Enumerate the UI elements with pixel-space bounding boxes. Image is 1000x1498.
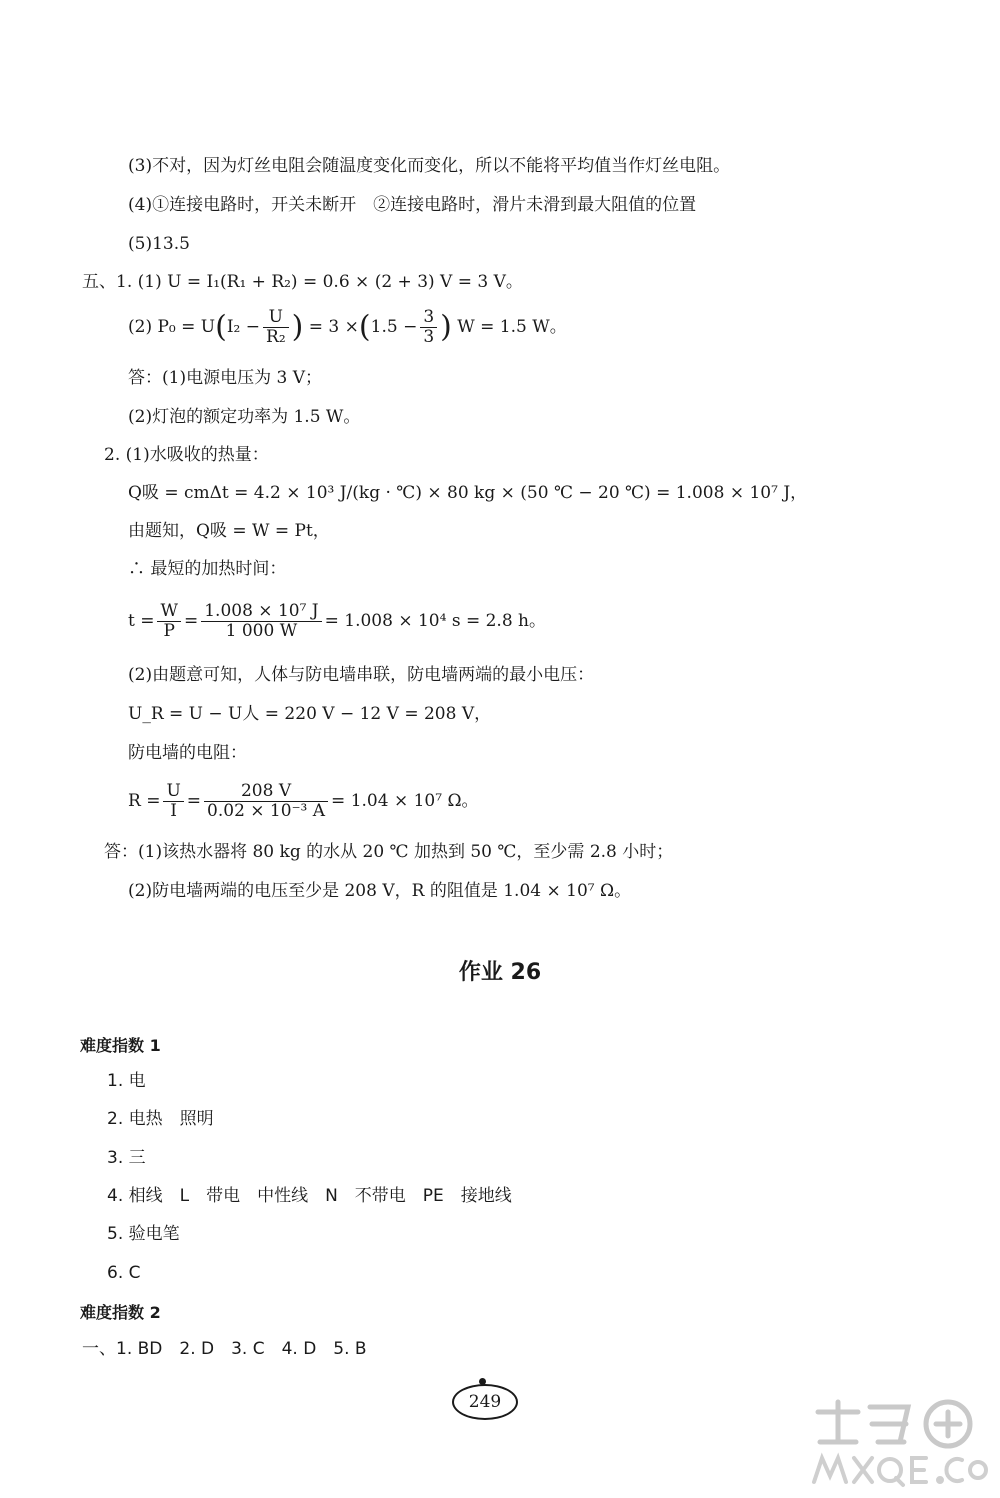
fraction-denominator: 3 [423, 327, 435, 347]
list-item: 2. 电热 照明 [107, 1109, 214, 1129]
equals-sign: = [183, 611, 199, 631]
q2-min-time-label: ∴ 最短的加热时间： [128, 559, 287, 579]
q5-2-mid2: 1.5 − [370, 317, 418, 337]
section-difficulty-2: 难度指数 2 [80, 1303, 161, 1322]
fraction-numerator: 208 V [204, 782, 328, 802]
fraction-numerator: W [157, 602, 180, 622]
fraction-3-3 [420, 308, 437, 347]
fraction-u-i [163, 782, 183, 821]
answer-line-4: (4)①连接电路时，开关未断开 ②连接电路时，滑片未滑到最大阻值的位置 [128, 195, 697, 215]
q2-part1-heading: 2. (1)水吸收的热量： [104, 445, 269, 465]
fraction-u-r2 [263, 308, 289, 347]
q2-res-pre: R = [128, 791, 161, 811]
answer-q5-2: (2)灯泡的额定功率为 1.5 W。 [128, 407, 361, 427]
q2-resistance-label: 防电墙的电阻： [128, 743, 247, 763]
paren-open-2: ( [358, 309, 371, 345]
answer-q5-1: 答：(1)电源电压为 3 V； [128, 368, 322, 388]
fraction-voltage-current [204, 782, 328, 821]
q2-time-formula [128, 602, 546, 641]
equals-sign: = [186, 791, 202, 811]
q2-time-pre: t = [128, 611, 155, 631]
q5-1-formula: 五、1. (1) U = I₁(R₁ + R₂) = 0.6 × (2 + 3) V = 3 V。 [82, 272, 523, 292]
list-item: 4. 相线 L 带电 中性线 N 不带电 PE 接地线 [107, 1186, 512, 1206]
answer-line-3: (3)不对，因为灯丝电阻会随温度变化而变化，所以不能将平均值当作灯丝电阻。 [128, 156, 731, 176]
answer-line-5: (5)13.5 [128, 234, 190, 254]
q2-given: 由题知，Q吸 = W = Pt， [128, 521, 330, 541]
list-item: 3. 三 [107, 1148, 146, 1168]
q2-part2-heading: (2)由题意可知，人体与防电墙串联，防电墙两端的最小电压： [128, 665, 595, 685]
q2-resistance-formula [128, 782, 479, 821]
q2-heat-formula: Q吸 = cmΔt = 4.2 × 10³ J/(kg · ℃) × 80 kg × (50 ℃ − 20 ℃) = 1.008 × 10⁷ J， [128, 483, 808, 503]
list-item: 5. 验电笔 [107, 1224, 180, 1244]
q5-2-pre: (2) P₀ = U [128, 317, 216, 337]
q2-time-post: = 1.008 × 10⁴ s = 2.8 h。 [324, 611, 546, 631]
fraction-w-p [157, 602, 180, 641]
fraction-energy-power [201, 602, 321, 641]
fraction-denominator: 0.02 × 10⁻³ A [207, 801, 326, 821]
fraction-denominator: 1 000 W [225, 621, 298, 641]
section-difficulty-1: 难度指数 1 [80, 1036, 161, 1055]
fraction-denominator: I [170, 801, 177, 821]
q5-2-formula [128, 308, 567, 347]
watermark-logo [808, 1392, 988, 1492]
fraction-denominator: R₂ [266, 327, 286, 347]
q5-2-post: W = 1.5 W。 [457, 317, 567, 337]
fraction-numerator: U [163, 782, 183, 802]
list-item: 6. C [107, 1263, 141, 1283]
page-number: 249 [452, 1384, 518, 1420]
paren-close-2: ) [440, 309, 452, 345]
paren-open: ( [215, 309, 227, 345]
q5-2-mid: I₂ − [226, 317, 261, 337]
q5-2-eq: = 3 × [308, 317, 359, 337]
fraction-numerator: U [263, 308, 289, 328]
list-item: 1. 电 [107, 1071, 146, 1091]
fraction-denominator: P [163, 621, 175, 641]
answer-q2-1: 答：(1)该热水器将 80 kg 的水从 20 ℃ 加热到 50 ℃，至少需 2.8 小时； [104, 842, 674, 862]
q2-voltage-formula: U_R = U − U人 = 220 V − 12 V = 208 V， [128, 704, 492, 724]
page-title: 作业 26 [458, 960, 542, 985]
fraction-numerator: 1.008 × 10⁷ J [201, 602, 321, 622]
fraction-numerator: 3 [420, 308, 437, 328]
q2-res-post: = 1.04 × 10⁷ Ω。 [331, 791, 479, 811]
paren-close: ) [291, 309, 304, 345]
list-item: 一、1. BD 2. D 3. C 4. D 5. B [82, 1339, 367, 1359]
answer-q2-2: (2)防电墙两端的电压至少是 208 V，R 的阻值是 1.04 × 10⁷ Ω。 [128, 881, 632, 901]
